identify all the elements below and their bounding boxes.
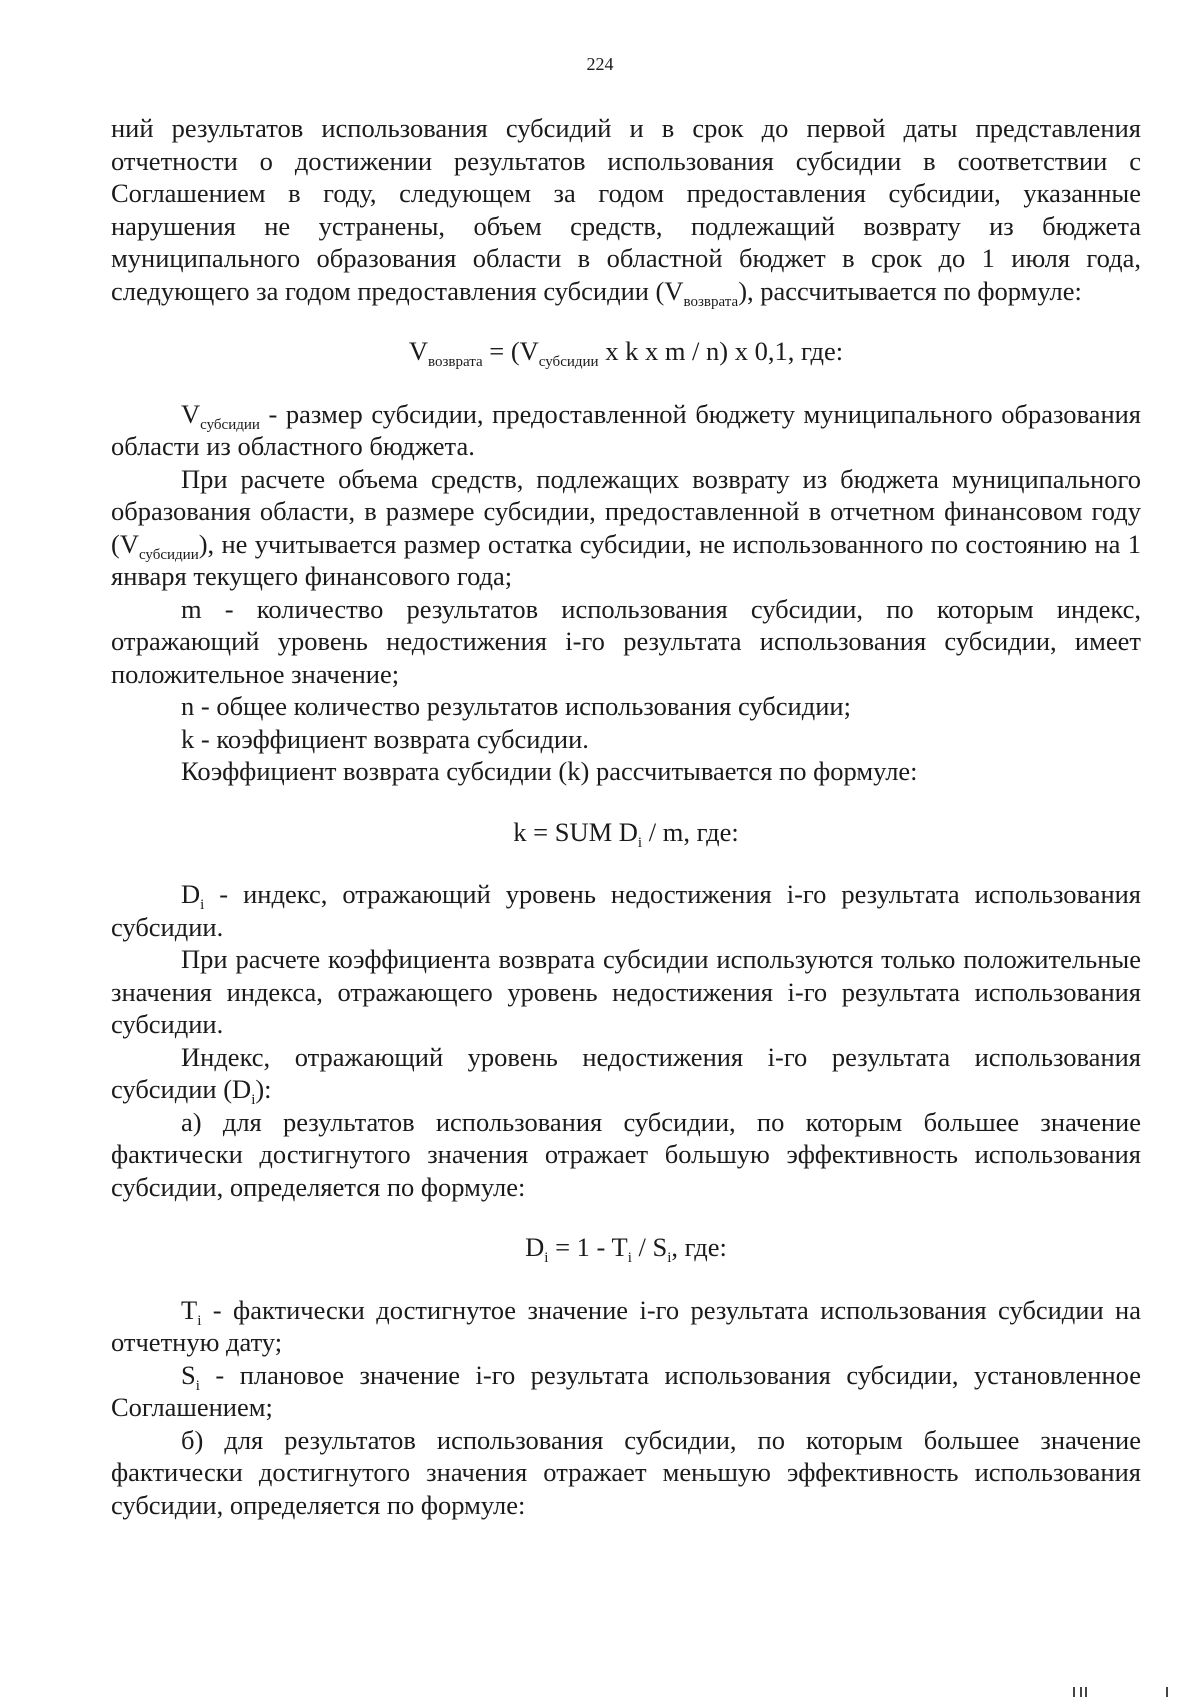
scan-artifact-mark [1073,1687,1075,1697]
scan-artifact-mark [1085,1687,1087,1697]
scan-artifact-mark [1166,1687,1168,1697]
scan-artifact-mark [1080,1687,1082,1697]
definition-n: n - общее количество результатов использования субсидии; [181,691,851,721]
formula-v-return: $V_{возврата} = (V_{субсидии}$ x k x m / n) x 0,1, где: [408,336,844,370]
paragraph-positive-values: При расчете коэффициента возврата субсидии используются только положительные значения индекса, отражающего уровень недостижения i-го результата использования субсидии. [111,944,1141,1039]
document-body [111,112,1141,1521]
paragraph-continuation: ний результатов использования субсидий и в срок до первой даты представления отчетности о достижении результатов использования субсидии в соответствии с Соглашением в году, следующем за годом предоставления субсидии, указанные нарушения не устранены, объем средств, подлежащий возврату из бюджета муниципального образования области в областной бюджет в срок до 1 июля года, следующего за годом предоставления субсидии $(V_{возврата})$, рассчитывается по формуле: [111,113,1141,310]
definition-m: m - количество результатов использования субсидии, по которым индекс, отражающий уровень недостижения i-го результата использования субсидии, имеет положительное значение; [111,593,1141,689]
definition-v-subsidy: $V_{субсидии}$ - размер субсидии, предоставленной бюджету муниципального образования области из областного бюджета. [111,398,1141,461]
page-number: 224 [586,54,614,74]
formula-k: k = SUM $D_i$ / m, где: [513,816,739,851]
paragraph-index-intro: Индекс, отражающий уровень недостижения i-го результата использования субсидии $(D_i)$: [111,1041,1141,1108]
formula-di: $D_i = 1 - T_i / S_i$, где: [525,1232,727,1266]
definition-ti: $T_i$ - фактически достигнутое значение i-го результата использования субсидии на отчетную дату; [111,1294,1141,1357]
item-b: б) для результатов использования субсидии, по которым большее значение фактически достигнутого значения отражает меньшую эффективность использования субсидии, определяется по формуле: [111,1424,1141,1520]
paragraph-calculation-note: При расчете объема средств, подлежащих возврату из бюджета муниципального образования области, в размере субсидии, предоставленной в отчетном финансовом году $(V_{субсидии})$, не учитывается размер остатка субсидии, не использованного по состоянию на 1 января текущего финансового года; [111,463,1141,591]
definition-di: $D_i$ - индекс, отражающий уровень недостижения i-го результата использования субсидии. [111,879,1141,942]
definition-k: k - коэффициент возврата субсидии. [181,723,589,754]
definition-si: $S_i$ - плановое значение i-го результата использования субсидии, установленное Соглашением; [111,1359,1141,1422]
item-a: а) для результатов использования субсидии, по которым большее значение фактически достигнутого значения отражает большую эффективность использования субсидии, определяется по формуле: [111,1106,1141,1202]
paragraph-k-intro: Коэффициент возврата субсидии (k) рассчитывается по формуле: [181,756,918,786]
